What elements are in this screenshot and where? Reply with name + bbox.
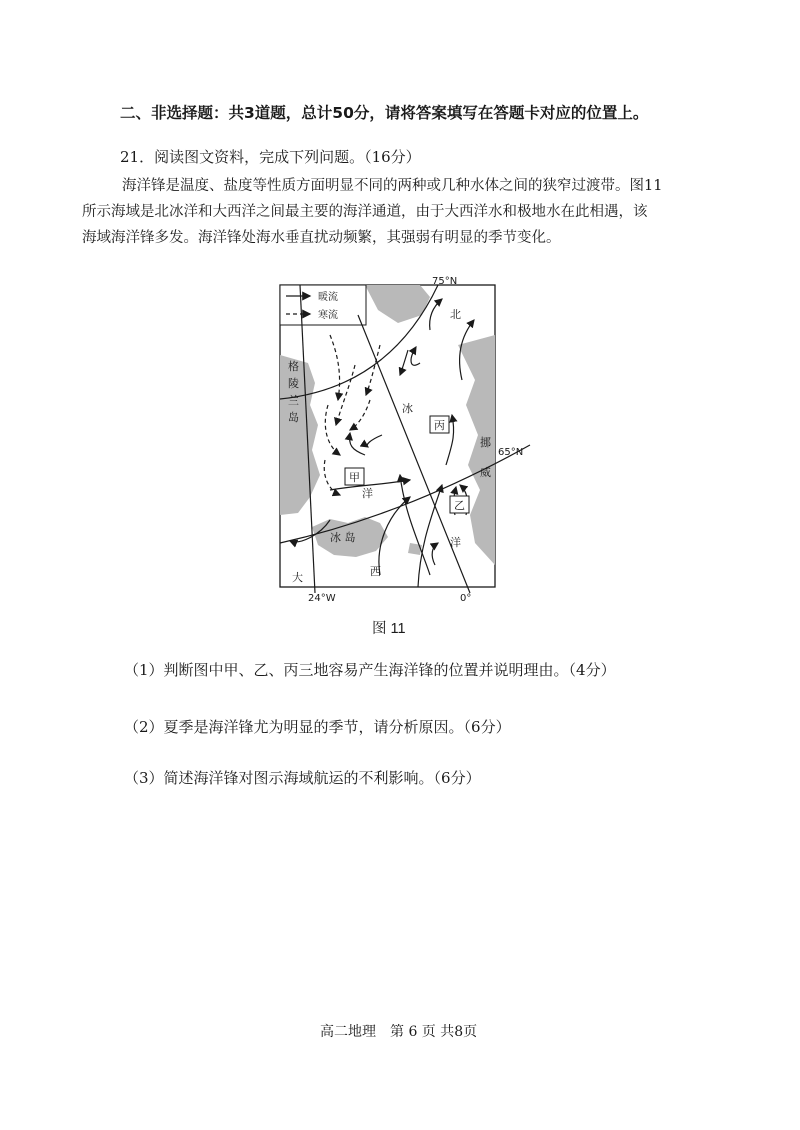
point-bing-label: 丙 (434, 419, 445, 432)
norway-label-1: 挪 (480, 436, 491, 449)
map-legend (280, 285, 366, 325)
paragraph-line: 海洋锋是温度、盐度等性质方面明显不同的两种或几种水体之间的狭窄过渡带。图11 (122, 178, 663, 194)
iceland-label: 冰 岛 (330, 531, 356, 544)
sub-question-2: （2）夏季是海洋锋尤为明显的季节，请分析原因。（6分） (124, 718, 511, 736)
point-yi-label: 乙 (454, 499, 465, 512)
sub-question-1: （1）判断图中甲、乙、丙三地容易产生海洋锋的位置并说明理由。（4分） (124, 661, 616, 679)
section-title: 二、非选择题：共3道题，总计50分，请将答案填写在答题卡对应的位置上。 (120, 104, 649, 122)
greenland-label-2: 陵 (288, 377, 299, 390)
question-paragraph (82, 173, 722, 251)
norway-label-2: 威 (480, 466, 491, 479)
place-label-bing: 冰 (402, 402, 413, 415)
greenland-label-3: 兰 (288, 394, 299, 407)
paragraph-line: 海域海洋锋多发。海洋锋处海水垂直扰动频繁，其强弱有明显的季节变化。 (82, 230, 561, 246)
lat-75n-label: 75°N (432, 276, 458, 287)
sub-question-3: （3）简述海洋锋对图示海域航运的不利影响。（6分） (124, 769, 481, 787)
place-label-yang1: 洋 (362, 487, 373, 500)
question-header: 21．阅读图文资料，完成下列问题。（16分） (120, 148, 421, 166)
place-label-xi: 西 (370, 565, 381, 578)
ocean-front-map (270, 275, 535, 605)
place-label-yang2: 洋 (450, 536, 461, 549)
lon-24w-label: 24°W (308, 593, 336, 604)
greenland-label-4: 岛 (288, 411, 299, 424)
legend-warm-label: 暖流 (318, 292, 338, 303)
greenland-label-1: 格 (288, 360, 299, 373)
figure-caption: 图 11 (372, 621, 406, 637)
legend-cold-label: 寒流 (318, 310, 338, 321)
place-label-da: 大 (292, 571, 303, 584)
lon-0-label: 0° (460, 593, 472, 604)
place-label-bei: 北 (450, 308, 461, 321)
paragraph-line: 所示海域是北冰洋和大西洋之间最主要的海洋通道，由于大西洋水和极地水在此相遇，该 (82, 204, 648, 220)
point-jia-label: 甲 (349, 471, 360, 484)
lat-65n-label: 65°N (498, 447, 524, 458)
page-footer: 高二地理 第 6 页 共8页 (320, 1024, 478, 1040)
